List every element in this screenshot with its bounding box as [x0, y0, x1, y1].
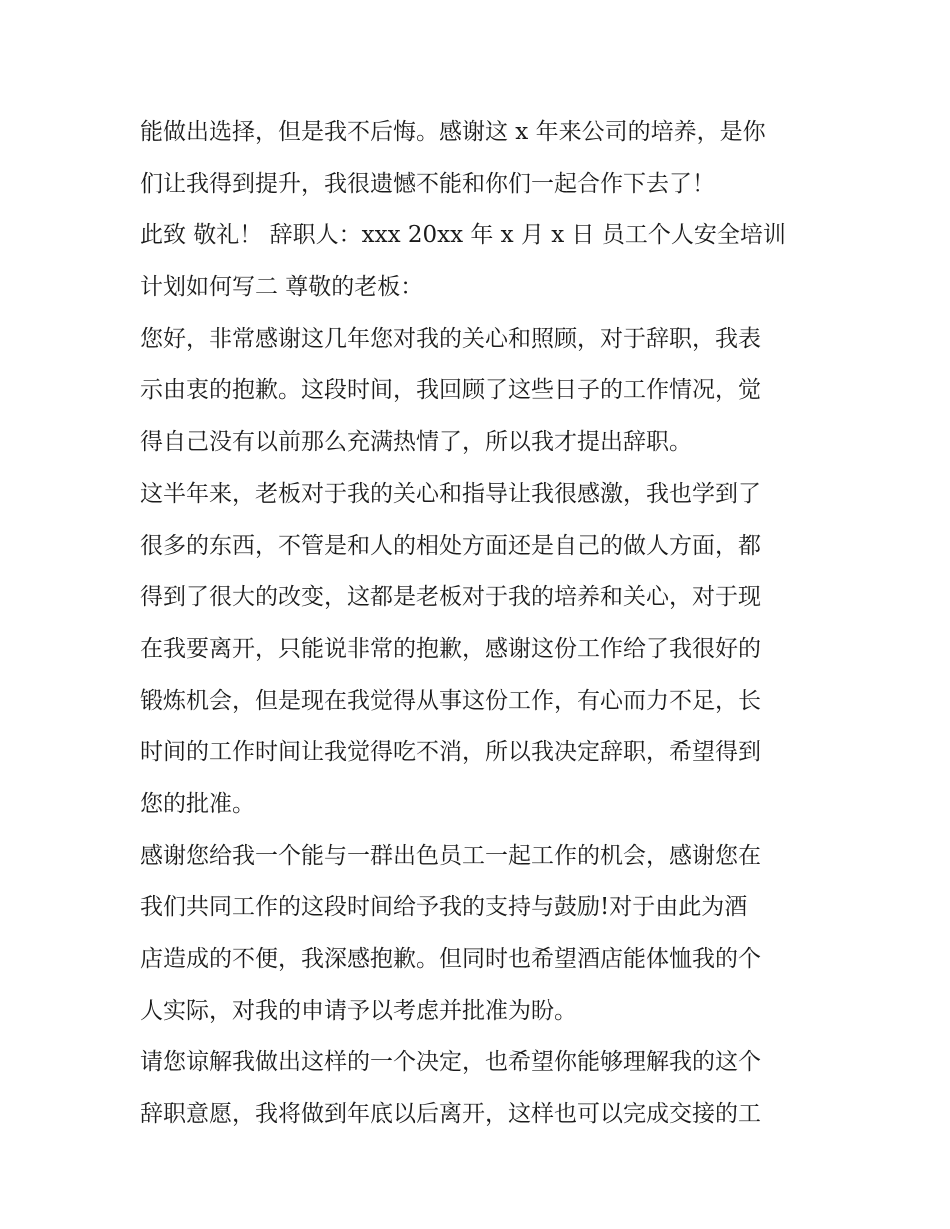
text-line: 计划如何写二 尊敬的老板： [140, 274, 424, 301]
text-line: 们让我得到提升，我很遗憾不能和你们一起合作下去了！ [140, 170, 715, 197]
text-line: 这半年来，老板对于我的关心和指导让我很感激，我也学到了 [140, 480, 761, 507]
text-line: 能做出选择，但是我不后悔。感谢这 x 年来公司的培养，是你 [140, 119, 766, 145]
text-line: 请您谅解我做出这样的一个决定，也希望你能够理解我的这个 [140, 1049, 761, 1076]
text-line: 时间的工作时间让我觉得吃不消，所以我决定辞职，希望得到 [140, 739, 761, 766]
document-body [140, 107, 812, 1141]
text-line: 锻炼机会，但是现在我觉得从事这份工作，有心而力不足，长 [140, 687, 761, 714]
text-line: 示由衷的抱歉。这段时间，我回顾了这些日子的工作情况，觉 [140, 377, 761, 404]
text-line: 在我要离开，只能说非常的抱歉，感谢这份工作给了我很好的 [140, 635, 761, 662]
text-line: 感谢您给我一个能与一群出色员工一起工作的机会，感谢您在 [140, 842, 761, 869]
text-line: 您好，非常感谢这几年您对我的关心和照顾，对于辞职，我表 [140, 325, 761, 352]
text-line: 人实际，对我的申请予以考虑并批准为盼。 [140, 997, 577, 1024]
text-line: 得自己没有以前那么充满热情了，所以我才提出辞职。 [140, 429, 692, 456]
text-line: 我们共同工作的这段时间给予我的支持与鼓励!对于由此为酒 [140, 894, 748, 921]
text-line: 辞职意愿，我将做到年底以后离开，这样也可以完成交接的工 [140, 1101, 761, 1128]
text-line: 得到了很大的改变，这都是老板对于我的培养和关心，对于现 [140, 584, 761, 611]
text-line: 店造成的不便，我深感抱歉。但同时也希望酒店能体恤我的个 [140, 946, 761, 972]
text-line: 您的批准。 [140, 790, 255, 817]
text-line: 很多的东西，不管是和人的相处方面还是自己的做人方面，都 [140, 532, 761, 559]
text-line: 此致 敬礼！ 辞职人：xxx 20xx 年 x 月 x 日 员工个人安全培训 [140, 222, 786, 249]
